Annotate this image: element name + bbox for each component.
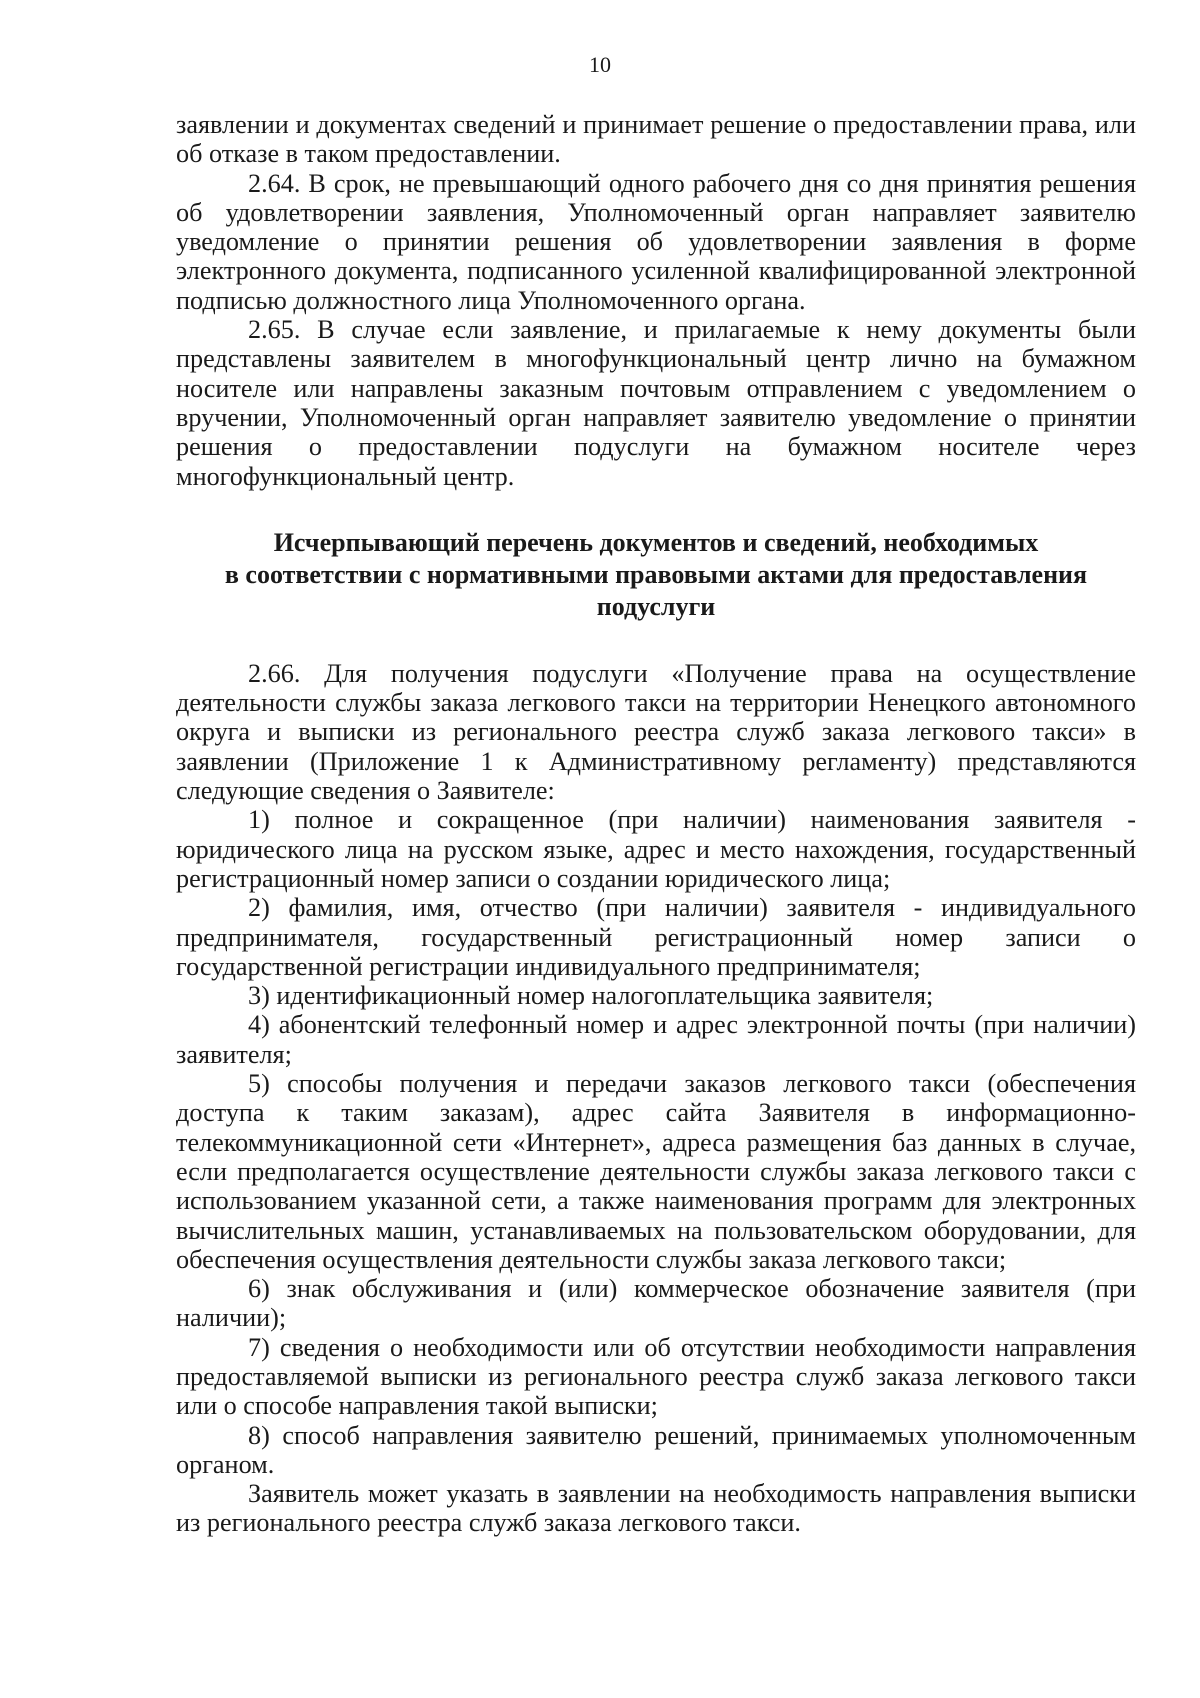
list-item-8: 8) способ направления заявителю решений, принимаемых уполномоченным органом. (176, 1420, 1136, 1479)
list-item-1: 1) полное и сокращенное (при наличии) наименования заявителя - юридического лица на русском языке, адрес и место нахождения, государственный регистрационный номер записи о создании юридического лица; (176, 805, 1136, 893)
list-item-3: 3) идентификационный номер налогоплательщика заявителя; (248, 981, 934, 1011)
paragraph-2-66: 2.66. Для получения подуслуги «Получение права на осуществление деятельности службы заказа легкового такси на территории Ненецкого автономного округа и выписки из регионального реестра служб заказа легкового такси» в заявлении (Приложение 1 к Административному регламенту) представляются следующие сведения о Заявителе: (176, 658, 1136, 806)
paragraph-continuation: заявлении и документах сведений и принимает решение о предоставлении права, или об отказе в таком предоставлении. (176, 110, 1136, 169)
section-heading (176, 527, 1136, 623)
list-item-5: 5) способы получения и передачи заказов легкового такси (обеспечения доступа к таким заказам), адрес сайта Заявителя в информационно-телекоммуникационной сети «Интернет», адреса размещения баз данных в случае, если предполагается осуществление деятельности службы заказа легкового такси с использованием указанной сети, а также наименования программ для электронных вычислительных машин, устанавливаемых на пользовательском оборудовании, для обеспечения осуществления деятельности службы заказа легкового такси; (176, 1069, 1136, 1274)
section-heading-line-3: подуслуги (596, 591, 716, 621)
list-item-4: 4) абонентский телефонный номер и адрес электронной почты (при наличии) заявителя; (176, 1010, 1136, 1069)
section-heading-line-2: в соответствии с нормативными правовыми актами для предоставления (224, 559, 1088, 589)
document-body (176, 110, 1136, 1538)
list-item-7: 7) сведения о необходимости или об отсутствии необходимости направления предоставляемой выписки из регионального реестра служб заказа легкового такси или о способе направления такой выписки; (176, 1332, 1136, 1421)
list-item-6: 6) знак обслуживания и (или) коммерческое обозначение заявителя (при наличии); (176, 1274, 1136, 1333)
section-heading-line-1: Исчерпывающий перечень документов и сведений, необходимых (273, 527, 1039, 557)
list-item-2: 2) фамилия, имя, отчество (при наличии) заявителя - индивидуального предпринимателя, государственный регистрационный номер записи о государственной регистрации индивидуального предпринимателя; (176, 893, 1136, 981)
paragraph-2-65: 2.65. В случае если заявление, и прилагаемые к нему документы были представлены заявителем в многофункциональный центр лично на бумажном носителе или направлены заказным почтовым отправлением с уведомлением о вручении, Уполномоченный орган направляет заявителю уведомление о принятии решения о предоставлении подуслуги на бумажном носителе через многофункциональный центр. (176, 315, 1136, 491)
paragraph-2-64: 2.64. В срок, не превышающий одного рабочего дня со дня принятия решения об удовлетворении заявления, Уполномоченный орган направляет заявителю уведомление о принятии решения об удовлетворении заявления в форме электронного документа, подписанного усиленной квалифицированной электронной подписью должностного лица Уполномоченного органа. (176, 168, 1136, 315)
page-number: 10 (589, 52, 611, 77)
closing-paragraph: Заявитель может указать в заявлении на необходимость направления выписки из регионального реестра служб заказа легкового такси. (176, 1479, 1136, 1538)
